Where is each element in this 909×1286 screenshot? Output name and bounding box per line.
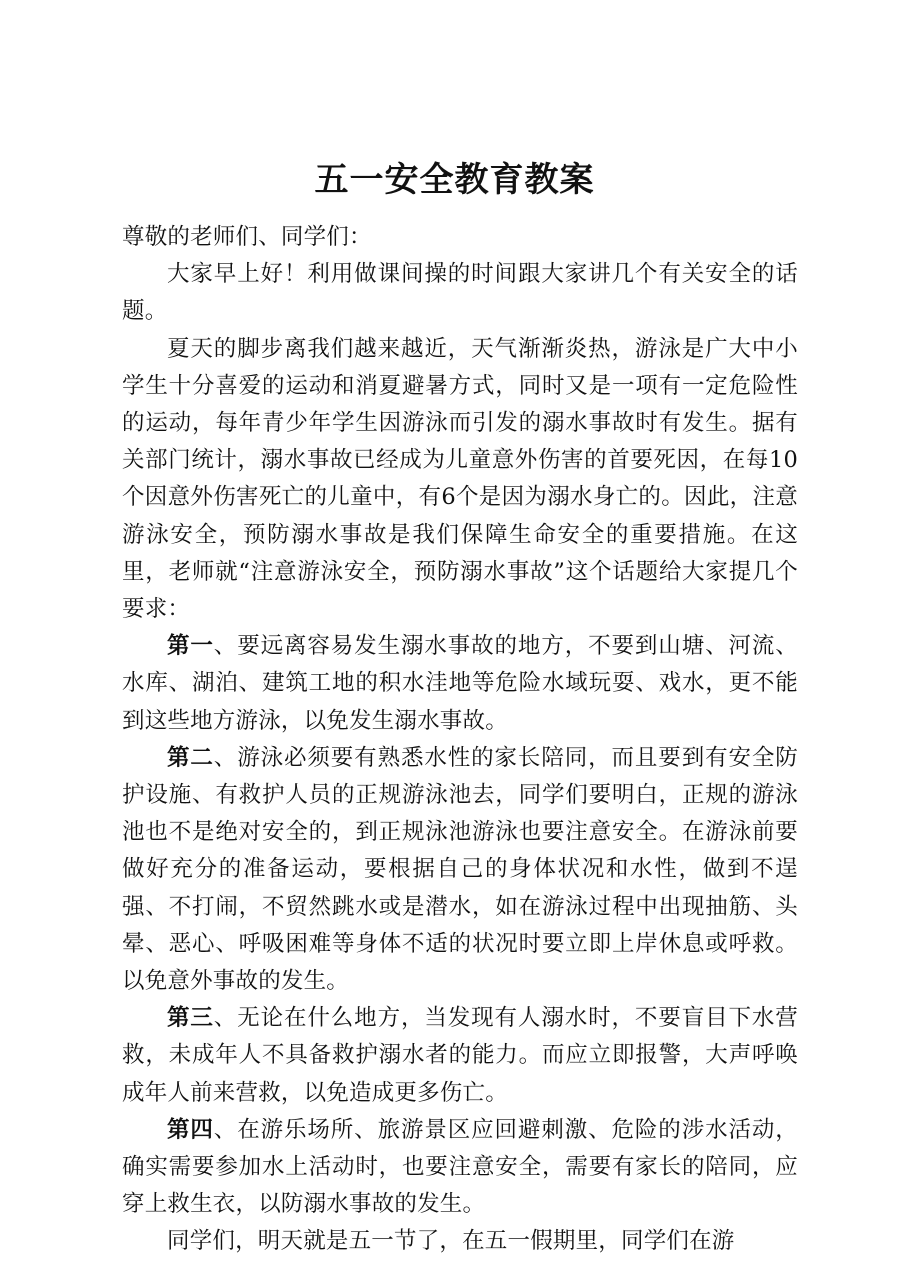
paragraph-rule-4 [122, 1112, 798, 1224]
paragraph-rule-1 [122, 628, 798, 740]
rule-lead: 第二 [167, 744, 214, 771]
paragraph-text: 、游泳必须要有熟悉水性的家长陪同，而且要到有安全防护设施、有救护人员的正规游泳池去，同学们要明白，正规的游泳池也不是绝对安全的，到正规泳池游泳也要注意安全。在游泳前要做好充分的准备运动，要根据自己的身体状况和水性，做到不逞强、不打闹，不贸然跳水或是潜水，如在游泳过程中出现抽筋、头晕、恶心、呼吸困难等身体不适的状况时要立即上岸休息或呼救。以免意外事故的发生。 [122, 744, 798, 995]
paragraph-text: 、无论在什么地方，当发现有人溺水时，不要盲目下水营救，未成年人不具备救护溺水者的能力。而应立即报警，大声呼唤成年人前来营救，以免造成更多伤亡。 [122, 1005, 798, 1106]
paragraph-text: 、要远离容易发生溺水事故的地方，不要到山塘、河流、水库、湖泊、建筑工地的积水洼地等危险水域玩耍、戏水，更不能到这些地方游泳，以免发生溺水事故。 [122, 633, 798, 734]
rule-lead: 第三 [167, 1005, 214, 1032]
paragraph-text: 夏天的脚步离我们越来越近，天气渐渐炎热，游泳是广大中小学生十分喜爱的运动和消夏避暑方式，同时又是一项有一定危险性的运动，每年青少年学生因游泳而引发的溺水事故时有发生。据有关部门统计，溺水事故已经成为儿童意外伤害的首要死因，在每10个因意外伤害死亡的儿童中，有6个是因为溺水身亡的。因此，注意游泳安全，预防溺水事故是我们保障生命安全的重要措施。在这里，老师就“注意游泳安全，预防溺水事故”这个话题给大家提几个要求： [122, 335, 798, 623]
paragraph-text: 大家早上好！利用做课间操的时间跟大家讲几个有关安全的话题。 [122, 261, 798, 325]
salutation: 尊敬的老师们、同学们： [122, 224, 372, 250]
document-body [122, 219, 798, 1261]
paragraph-background [122, 331, 798, 629]
rule-lead: 第一 [167, 633, 214, 660]
document-title: 五一安全教育教案 [314, 160, 595, 200]
paragraph-text: 、在游乐场所、旅游景区应回避刺激、危险的涉水活动，确实需要参加水上活动时，也要注意安全，需要有家长的陪同，应穿上救生衣，以防溺水事故的发生。 [122, 1116, 798, 1218]
paragraph-text: 同学们，明天就是五一节了，在五一假期里，同学们在游 [167, 1228, 735, 1255]
paragraph-rule-3 [122, 1000, 798, 1112]
paragraph-rule-2 [122, 740, 798, 1000]
paragraph-closing [122, 1223, 798, 1260]
rule-lead: 第四 [167, 1116, 214, 1143]
paragraph-greeting [122, 256, 798, 330]
